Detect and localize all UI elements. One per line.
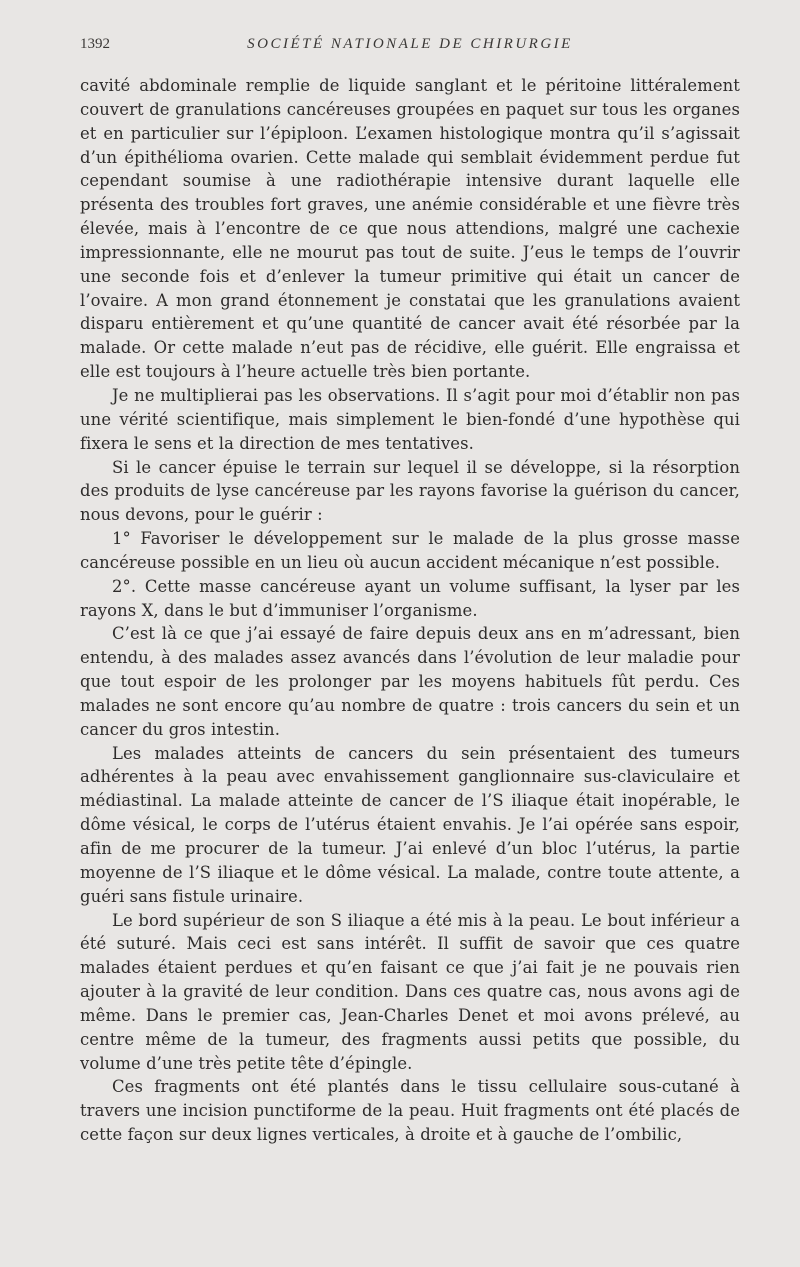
- paragraph: Je ne multiplierai pas les observations. Il s’agit pour moi d’établir non pas une vérité scientifique, mais simplement le bien-fondé d’une hypothèse qui fixera le sens et la direction de mes tentatives.: [80, 385, 740, 453]
- paragraph: Ces fragments ont été plantés dans le tissu cellulaire sous-cutané à travers une incision punctiforme de la peau. Huit fragments ont été placés de cette façon sur deux lignes verticales, à droite et à gauche de l’ombilic,: [80, 1077, 740, 1145]
- body-text: [80, 74, 740, 1147]
- journal-title: SOCIÉTÉ NATIONALE DE CHIRURGIE: [247, 36, 573, 52]
- paragraph: C’est là ce que j’ai essayé de faire depuis deux ans en m’adressant, bien entendu, à des malades assez avancés dans l’évolution de leur maladie pour que tout espoir de les prolonger par les moyens habituels fût perdu. Ces malades ne sont encore qu’au nombre de quatre : trois cancers du sein et un cancer du gros intestin.: [80, 624, 740, 739]
- numbered-item-1: 1° Favoriser le développement sur le malade de la plus grosse masse cancéreuse possible en un lieu où aucun accident mécanique n’est possible.: [80, 529, 740, 572]
- page-number: 1392: [80, 36, 110, 52]
- paragraph: Si le cancer épuise le terrain sur lequel il se développe, si la résorption des produits de lyse cancéreuse par les rayons favorise la guérison du cancer, nous devons, pour le guérir :: [80, 457, 740, 525]
- paragraph-continued: cavité abdominale remplie de liquide sanglant et le péritoine littéralement couvert de granulations cancéreuses groupées en paquet sur tous les organes et en particulier sur l’épiploon. L’examen histologique montra qu’il s’agissait d’un épithélioma ovarien. Cette malade qui semblait évidemment perdue fut cependant soumise à une radiothérapie intensive durant laquelle elle présenta des troubles fort graves, une anémie considérable et une fièvre très élevée, mais à l’encontre de ce que nous attendions, malgré une cachexie impressionnante, elle ne mourut pas tout de suite. J’eus le temps de l’ouvrir une seconde fois et d’enlever la tumeur primitive qui était un cancer de l’ovaire. A mon grand étonnement je constatai que les granulations avaient disparu entièrement et qu’une quantité de cancer avait été résorbée par la malade. Or cette malade n’eut pas de récidive, elle guérit. Elle engraissa et elle est toujours à l’heure actuelle très bien portante.: [80, 76, 740, 382]
- paragraph: Les malades atteints de cancers du sein présentaient des tumeurs adhérentes à la peau avec envahissement ganglionnaire sus-claviculaire et médiastinal. La malade atteinte de cancer de l’S iliaque était inopérable, le dôme vésical, le corps de l’utérus étaient envahis. Je l’ai opérée sans espoir, afin de me procurer de la tumeur. J’ai enlevé d’un bloc l’utérus, la partie moyenne de l’S iliaque et le dôme vésical. La malade, contre toute attente, a guéri sans fistule urinaire.: [80, 743, 740, 906]
- paragraph: Le bord supérieur de son S iliaque a été mis à la peau. Le bout inférieur a été suturé. Mais ceci est sans intérêt. Il suffit de savoir que ces quatre malades étaient perdues et qu’en faisant ce que j’ai fait je ne pouvais rien ajouter à la gravité de leur condition. Dans ces quatre cas, nous avons agi de même. Dans le premier cas, Jean-Charles Denet et moi avons prélevé, au centre même de la tumeur, des fragments aussi petits que possible, du volume d’une très petite tête d’épingle.: [80, 910, 740, 1073]
- running-head: [80, 36, 740, 58]
- numbered-item-2: 2°. Cette masse cancéreuse ayant un volume suffisant, la lyser par les rayons X, dans le but d’immuniser l’organisme.: [80, 576, 740, 620]
